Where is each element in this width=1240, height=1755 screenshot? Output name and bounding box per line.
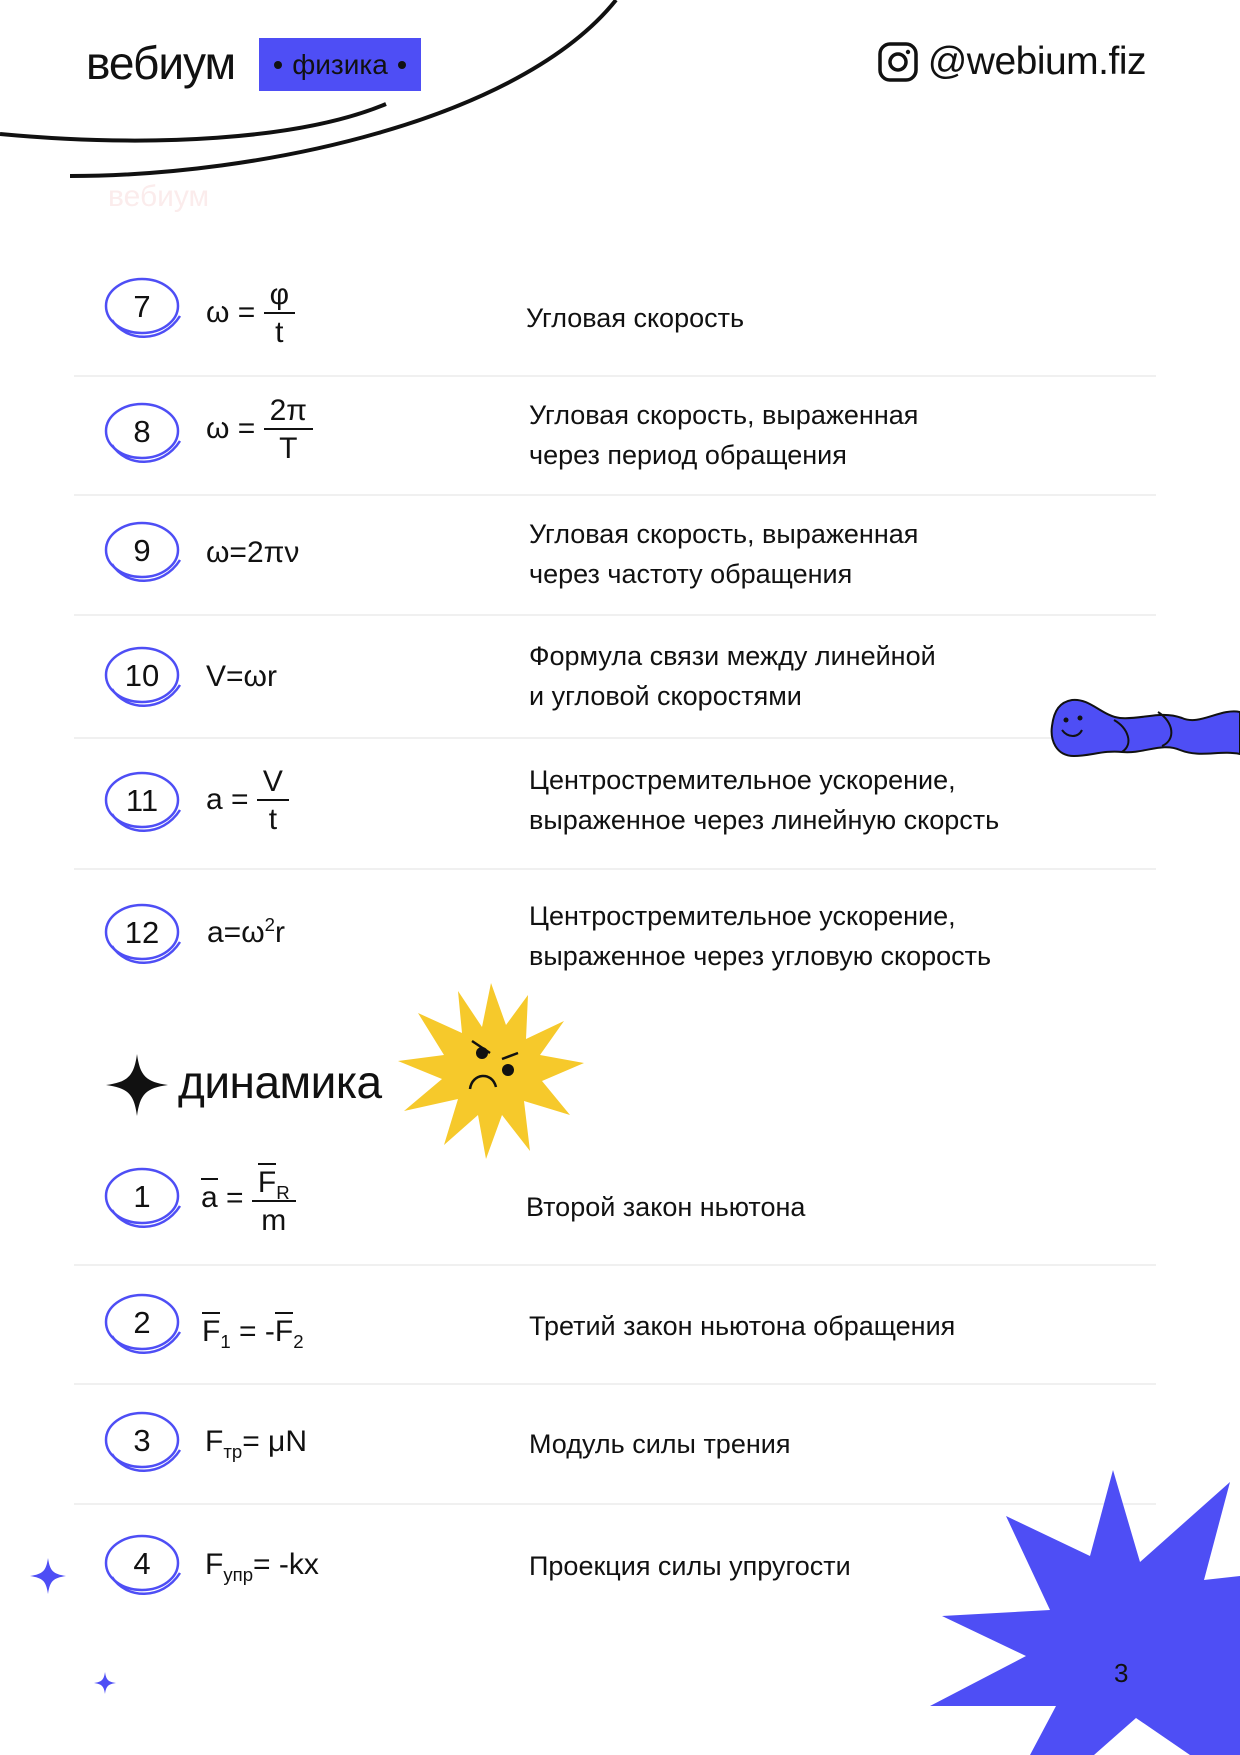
subscript: 2 <box>293 1331 304 1352</box>
row-divider <box>74 375 1156 377</box>
formula-number-badge <box>104 1410 184 1480</box>
formula-description <box>529 395 1089 475</box>
formula-number: 3 <box>133 1423 151 1458</box>
formula-number-badge <box>104 401 184 471</box>
formula-number: 2 <box>133 1305 151 1340</box>
formula-number-badge <box>104 645 184 715</box>
formula-centripetal-linear <box>206 767 289 835</box>
instagram-icon <box>878 42 918 82</box>
formula-number: 11 <box>125 783 159 818</box>
fraction-numerator: φ <box>264 280 295 314</box>
formula-tail: r <box>274 916 285 949</box>
formula-description <box>529 1306 1089 1346</box>
social-link[interactable] <box>878 40 1146 84</box>
social-handle: @webium.fiz <box>927 40 1146 83</box>
row-divider <box>74 614 1156 616</box>
description-line: выраженное через угловую скорость <box>529 941 992 971</box>
ghost-watermark: вебиум <box>108 180 210 213</box>
subject-badge <box>259 38 421 91</box>
sparkle-icon <box>30 1558 66 1594</box>
formula-number-badge <box>104 1533 184 1603</box>
description-line: через период обращения <box>529 440 847 470</box>
vector-f: F <box>258 1163 276 1198</box>
formula-description <box>529 896 1089 976</box>
description-line: выраженное через линейную скорсть <box>529 805 1000 835</box>
fraction-numerator: V <box>257 767 289 801</box>
page-number: 3 <box>1114 1658 1129 1688</box>
description-line: и угловой скоростями <box>529 681 802 711</box>
starburst-shape <box>930 1470 1240 1755</box>
four-point-star-icon <box>106 1054 168 1116</box>
header-swoosh-lines <box>0 0 640 190</box>
fraction-denominator: t <box>268 803 278 836</box>
worm-sticker <box>1050 694 1240 764</box>
description-line: Модуль силы трения <box>529 1429 791 1459</box>
brand-logo: вебиум <box>86 37 236 89</box>
formula-description <box>529 636 1089 716</box>
formula-newton-second-law <box>201 1163 296 1236</box>
subscript: R <box>276 1182 290 1203</box>
row-divider <box>74 868 1156 870</box>
fraction-denominator: t <box>275 316 284 349</box>
description-line: через частоту обращения <box>529 559 853 589</box>
description-line: Угловая скорость <box>526 303 745 333</box>
formula-tail: = μN <box>242 1425 307 1458</box>
fraction <box>264 396 313 464</box>
formula-number: 10 <box>124 658 160 693</box>
description-line: Второй закон ньютона <box>526 1192 806 1222</box>
formula-newton-third-law <box>202 1312 304 1352</box>
formula-description <box>526 298 1086 338</box>
description-line: Третий закон ньютона обращения <box>529 1311 956 1341</box>
formula-number-badge <box>104 520 184 590</box>
vector-f1: F <box>202 1312 220 1347</box>
fraction <box>252 1163 296 1236</box>
sun-face-sticker <box>398 983 584 1159</box>
formula-lhs: a = <box>206 782 249 816</box>
description-line: Проекция силы упругости <box>529 1551 851 1581</box>
formula-base: a=ω <box>207 916 265 949</box>
formula-friction-force <box>205 1425 307 1462</box>
fraction <box>264 280 295 348</box>
formula-angular-velocity <box>206 280 295 348</box>
formula-base: F <box>205 1548 224 1581</box>
subscript: 1 <box>220 1331 231 1352</box>
description-line: Угловая скорость, выраженная <box>529 519 919 549</box>
formula-linear-angular-relation: V=ωr <box>206 660 277 693</box>
vector-f2: F <box>275 1312 293 1347</box>
formula-description <box>529 1424 1089 1464</box>
formula-description <box>529 514 1089 594</box>
section-title-dynamics: динамика <box>178 1056 382 1108</box>
subject-label: физика <box>292 48 388 80</box>
fraction <box>257 767 289 835</box>
formula-base: F <box>205 1425 224 1458</box>
fraction-denominator: T <box>279 432 298 465</box>
sparkle-icon <box>94 1672 116 1694</box>
formula-number-badge <box>104 902 184 972</box>
description-line: Центростремительное ускорение, <box>529 901 956 931</box>
formula-number: 9 <box>133 533 151 568</box>
formula-description <box>529 760 1089 840</box>
formula-number-badge <box>104 1292 184 1362</box>
vector-a: a <box>201 1178 218 1213</box>
formula-number: 8 <box>133 414 151 449</box>
formula-number: 4 <box>133 1546 151 1581</box>
subscript: упр <box>223 1564 254 1585</box>
formula-description <box>526 1187 1086 1227</box>
description-line: Формула связи между линейной <box>529 641 936 671</box>
formula-number-badge <box>104 1166 184 1236</box>
formula-number-badge <box>104 276 184 346</box>
badge-dot-right <box>398 61 406 69</box>
formula-superscript: 2 <box>264 914 275 935</box>
fraction-numerator <box>252 1163 296 1202</box>
row-divider <box>74 1264 1156 1266</box>
formula-number: 12 <box>124 915 160 950</box>
row-divider <box>74 494 1156 496</box>
formula-lhs: ω = <box>206 295 256 329</box>
fraction-denominator: m <box>261 1204 287 1237</box>
row-divider <box>74 737 1156 739</box>
formula-centripetal-angular <box>207 914 285 949</box>
formula-number-badge <box>104 770 184 840</box>
equals-sign: = <box>226 1181 244 1215</box>
formula-angular-velocity-period <box>206 396 313 464</box>
formula-number: 7 <box>133 289 151 324</box>
formula-number: 1 <box>133 1179 151 1214</box>
row-divider <box>74 1383 1156 1385</box>
fraction-numerator: 2π <box>264 396 313 430</box>
formula-angular-velocity-frequency: ω=2πν <box>206 536 300 569</box>
description-line: Центростремительное ускорение, <box>529 765 956 795</box>
description-line: Угловая скорость, выраженная <box>529 400 919 430</box>
equals-sign: = - <box>239 1315 275 1348</box>
formula-lhs: ω = <box>206 411 256 445</box>
subscript: тр <box>223 1441 243 1462</box>
formula-tail: = -kx <box>253 1548 319 1581</box>
badge-dot-left <box>274 61 282 69</box>
formula-elastic-force <box>205 1548 319 1585</box>
